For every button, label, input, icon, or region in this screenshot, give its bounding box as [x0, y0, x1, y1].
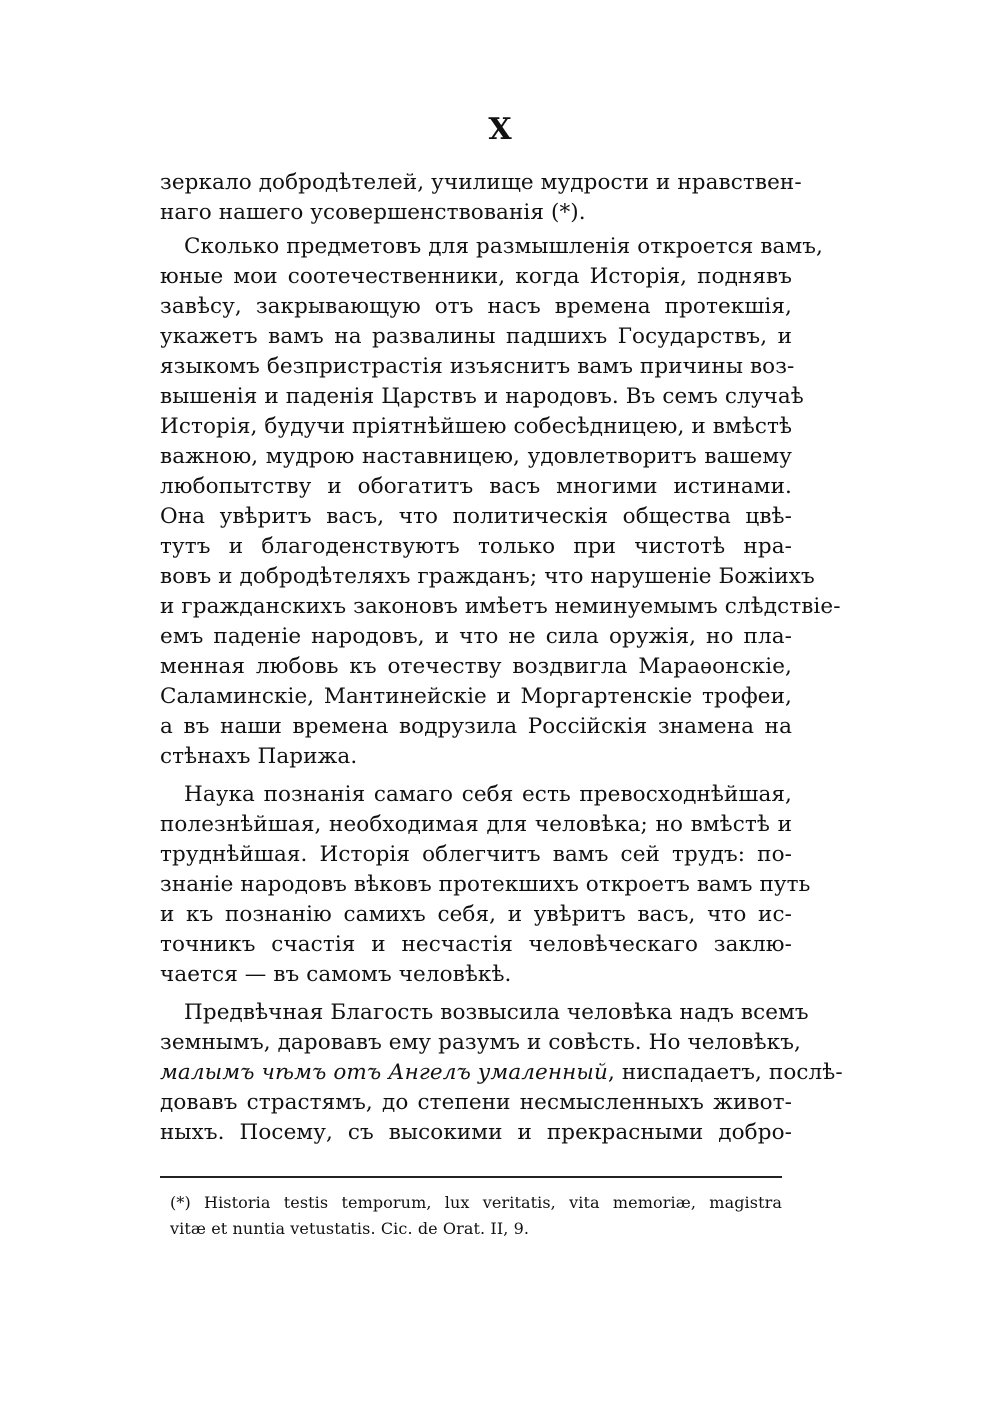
footnote	[170, 1190, 782, 1242]
text-line: Саламинскіе, Мантинейскіе и Моргартенскіе трофеи,	[160, 684, 792, 709]
text-line: укажетъ вамъ на развалины падшихъ Государствъ, и	[160, 324, 792, 349]
text-line: зеркало добродѣтелей, училище мудрости и нравствен-	[160, 170, 802, 195]
paragraph-4	[160, 998, 843, 1148]
text-line: языкомъ безпристрастія изъяснитъ вамъ причины воз-	[160, 354, 795, 379]
text-line: Исторія, будучи пріятнѣйшею собесѣдницею, и вмѣстѣ	[160, 414, 793, 439]
footnote-divider	[160, 1176, 782, 1178]
text-line: точникъ счастія и несчастія человѣческаго заклю-	[160, 932, 792, 957]
text-line: вышенія и паденія Царствъ и народовъ. Въ семъ случаѣ	[160, 384, 804, 409]
text-line: чается — въ самомъ человѣкѣ.	[160, 962, 512, 987]
paragraph-3	[160, 780, 811, 990]
footnote-line: vitæ et nuntia vetustatis. Cic. de Orat. II, 9.	[170, 1219, 530, 1238]
paragraph-1	[160, 168, 802, 228]
page-number: X	[488, 112, 512, 147]
text-line: вовъ и добродѣтеляхъ гражданъ; что нарушеніе Божіихъ	[160, 564, 815, 589]
italic-quote: малымъ чѣмъ отъ Ангелъ умаленный	[160, 1060, 608, 1085]
text-line: труднѣйшая. Исторія облегчитъ вамъ сей трудъ: по-	[160, 842, 792, 867]
text-line: и гражданскихъ законовъ имѣетъ неминуемымъ слѣдствіе-	[160, 594, 841, 619]
text-line: важною, мудрою наставницею, удовлетворитъ вашему	[160, 444, 792, 469]
text-line: знаніе народовъ вѣковъ протекшихъ откроетъ вамъ путь	[160, 872, 811, 897]
text-line: полезнѣйшая, необходимая для человѣка; но вмѣстѣ и	[160, 812, 792, 837]
text-line: Предвѣчная Благость возвысила человѣка надъ всемъ	[184, 1000, 809, 1025]
text-line: малымъ чѣмъ отъ Ангелъ умаленный, ниспадаетъ, послѣ-	[160, 1060, 843, 1085]
text-line: менная любовь къ отечеству воздвигла Мараѳонскіе,	[160, 654, 792, 679]
text-line: Она увѣритъ васъ, что политическія общества цвѣ-	[160, 504, 792, 529]
paragraph-2	[160, 232, 841, 772]
footnote-line: (*) Historia testis temporum, lux veritatis, vita memoriæ, magistra	[170, 1193, 782, 1212]
body-text	[160, 168, 843, 1148]
text-line: любопытству и обогатитъ васъ многими истинами.	[160, 474, 792, 499]
text-line: Сколько предметовъ для размышленія откроется вамъ,	[184, 234, 823, 259]
text-line: наго нашего усовершенствованія (*).	[160, 200, 586, 225]
text-line: а въ наши времена водрузила Россійскія знамена на	[160, 714, 792, 739]
text-line: стѣнахъ Парижа.	[160, 744, 358, 769]
text-line: ныхъ. Посему, съ высокими и прекрасными добро-	[160, 1120, 792, 1145]
text-line: и къ познанію самихъ себя, и увѣритъ васъ, что ис-	[160, 902, 792, 927]
text-line: емъ паденіе народовъ, и что не сила оружія, но пла-	[160, 624, 792, 649]
text-line: Наука познанія самаго себя есть превосходнѣйшая,	[184, 782, 792, 807]
text-line: тутъ и благоденствуютъ только при чистотѣ нра-	[160, 534, 792, 559]
text-line: завѣсу, закрывающую отъ насъ времена протекшія,	[160, 294, 792, 319]
text-line: довавъ страстямъ, до степени несмысленныхъ живот-	[160, 1090, 792, 1115]
text-line: земнымъ, даровавъ ему разумъ и совѣсть. Но человѣкъ,	[160, 1030, 801, 1055]
text-line: юные мои соотечественники, когда Исторія, поднявъ	[160, 264, 792, 289]
